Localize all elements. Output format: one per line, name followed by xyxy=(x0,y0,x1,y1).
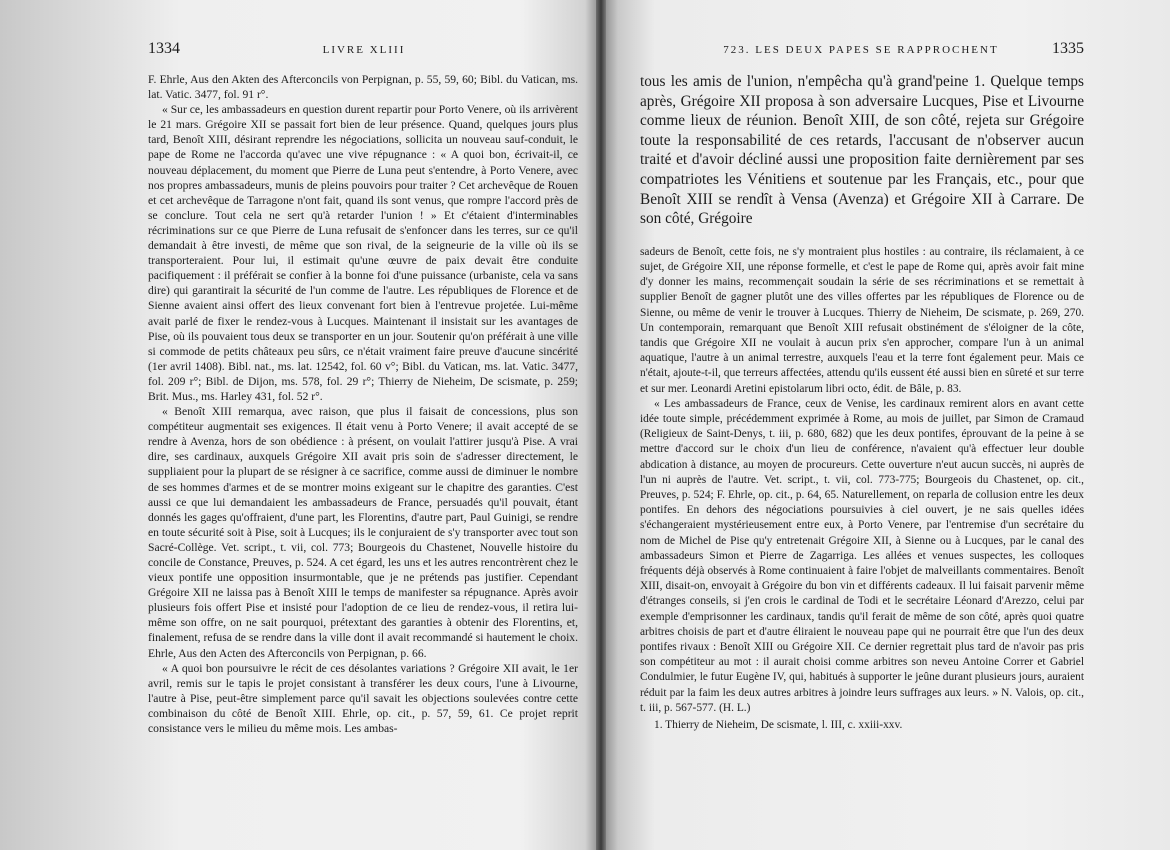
right-footnote: 1. Thierry de Nieheim, De scismate, l. III, c. xxiii-xxv. xyxy=(654,719,903,732)
left-paragraph: « Benoît XIII remarqua, avec raison, que plus il faisait de concessions, plus son compétiteur augmentait ses exigences. Il était venu à Porto Venere; il avait accepté de se rendre à Avenza, hors de son obédience : à présent, on voulait l'attirer jusqu'à Pise. A vrai dire, ses cardinaux, auxquels Grégoire XII avait pris soin de s'adresser directement, le suppliaient pour la plupart de se résigner à ce sacrifice, comme aussi de diminuer le nombre de ses hommes d'armes et de se montrer moins exigeant sur le chapitre des garanties. C'est aussi ce que lui demandaient les ambassadeurs de France, persuadés qu'il pouvait, étant donnés les gages qu'offraient, d'une part, les Florentins, d'autre part, Paul Guinigi, se rendre en toute sécurité soit à Pise, soit à Lucques; ils le conjuraient de s'y transporter avec tout son Sacré-Collège. Vet. script., t. vii, col. 773; Bourgeois du Chastenet, Nouvelle histoire du concile de Constance, Preuves, p. 524. A cet égard, les uns et les autres rencontrèrent chez le vieux pontife une opposition insurmontable, que je ne prétends pas justifier. Cependant Grégoire XII ne laissa pas à Benoît XIII le temps de manifester sa répugnance. Après avoir plusieurs fois offert Pise et insisté pour l'adoption de ce lieu de rendez-vous, il retira lui-même son offre, on ne sait pourquoi, prétextant des garanties à obtenir des Florentins, et, finalement, refusa de se rendre dans la ville dont il avait recommandé si hautement le choix. Ehrle, Aus den Acten des Afterconcils von Perpignan, p. 66. xyxy=(148,405,578,660)
right-page-number: 1335 xyxy=(1051,40,1084,57)
right-running-title: 723. LES DEUX PAPES SE RAPPROCHENT xyxy=(723,44,999,56)
right-running-head xyxy=(640,40,1084,58)
left-page-number: 1334 xyxy=(148,40,180,57)
left-running-title: LIVRE XLIII xyxy=(322,44,406,56)
left-paragraph: F. Ehrle, Aus den Akten des Afterconcils von Perpignan, p. 55, 59, 60; Bibl. du Vatican, ms. lat. Vatic. 3477, fol. 91 r°. xyxy=(148,73,578,102)
right-paragraph: « Les ambassadeurs de France, ceux de Venise, les cardinaux remirent alors en avant cette idée toute simple, précédemment exprimée à Rome, au mois de juillet, par Simon de Cramaud (Religieux de Saint-Denys, t. iii, p. 680, 682) que les deux pontifes, éprouvant de la peine à se mettre d'accord sur le choix d'un lieu de conférence, n'avaient qu'à effectuer leur double abdication à distance, au moyen de procureurs. Cette ouverture n'eut aucun succès, ni auprès de l'un ni auprès de l'autre. Vet. script., t. vii, col. 773-775; Bourgeois du Chastenet, op. cit., Preuves, p. 524; F. Ehrle, op. cit., p. 64, 65. Naturellement, on reparla de collusion entre les deux pontifes. En dehors des négociations poursuivies à ciel ouvert, je ne sais quelles idées s'échangeraient mystérieusement entre eux, à Porto Venere, par l'entremise d'un secrétaire du nom de Michel de Pise qu'y entretenait Grégoire XII, à Sienne ou à Lucques, par le canal des ambassadeurs Simon et Pierre de Zagarriga. Les allées et venues suspectes, les colloques fréquents déjà observés à Rome continuaient à faire l'objet de malveillants commentaires. Benoît XIII, disait-on, envoyait à Grégoire du bon vin et différents cadeaux. Il lui faisait parvenir même d'étranges conseils, si j'en crois le cardinal de Todi et le secrétaire Léonard d'Arezzo, celui par exemple d'emprisonner les cardinaux, tandis qu'il ferait de même de son côté, après quoi quatre arbitres choisis de part et d'autre éliraient le nouveau pape qui ne pourrait être que l'un des deux pontifes rivaux : Benoît XIII ou Grégoire XII. Ce dernier regrettait plus tard de n'avoir pas pris son compétiteur au mot : il aurait choisi comme arbitres son neveu Antoine Correr et Gabriel Condulmier, le futur Eugène IV, qui, habitués à supporter le jeûne durant plusieurs jours, auraient réduit par la faim les deux autres arbitres à joindre leurs suffrages aux leurs. » N. Valois, op. cit., t. iii, p. 567-577. (H. L.) xyxy=(640,397,1084,714)
book-gutter xyxy=(596,0,606,850)
left-paragraph: « Sur ce, les ambassadeurs en question durent repartir pour Porto Venere, où ils arrivèrent le 21 mars. Grégoire XII se passait fort bien de leur présence. Quand, quelques jours plus tard, Benoît XIII, désirant reprendre les négociations, sollicita un nouveau sauf-conduit, le pape de Rome ne l'accorda qu'avec une vive répugnance : « A quoi bon, écrivait-il, ce nouveau déplacement, du moment que Pierre de Luna peut s'entendre, à Porto Venere, avec nos propres ambassadeurs, munis de pleins pouvoirs pour traiter ? Cet archevêque de Rouen et cet archevêque de Tarragone n'ont fait, quand ils sont venus, que rompre l'accord près de se conclure. Tout cela ne sert qu'à retarder l'union ! » Et c'étaient d'interminables récriminations sur ce que Pierre de Luna refusait de s'enfoncer dans les terres, sur ce qu'il demandait à être investi, de même que son rival, de la seigneurie de la ville où ils se transporteraient. Pour lui, il estimait qu'une œuvre de paix devait être conduite pacifiquement : il préférait se confier à la bonne foi d'une puissance (urbaniste, cela va sans dire) qui garantirait la sécurité de l'un comme de l'autre. Les républiques de Florence et de Sienne avaient ainsi offert des lieux convenant fort bien à l'entrevue projetée. Lui-même avait parlé de fixer le rendez-vous à Lucques. Maintenant il insistait sur les avantages de Pise, où ils pouvaient tous deux se transporter en un jour. Soutenir qu'on préférait à une ville si commode de petits châteaux peu sûrs, ce n'était vraiment faire preuve d'aucune sincérité (1er avril 1408). Bibl. nat., ms. lat. 12542, fol. 60 v°; Bibl. du Vatican, ms. lat. Vatic. 3477, fol. 209 r°; Bibl. de Dijon, ms. 578, fol. 29 r°; Thierry de Nieheim, De scismate, p. 259; Brit. Mus., ms. Harley 431, fol. 52 r°. xyxy=(148,103,578,403)
right-page xyxy=(600,0,1170,850)
right-paragraph: sadeurs de Benoît, cette fois, ne s'y montraient plus hostiles : au contraire, ils réclamaient, à ce sujet, de Grégoire XII, une réponse formelle, et c'est le pape de Rome qui, après avoir fait mine d'y donner les mains, recommençait soudain la série de ses récriminations et se remettait à supplier Benoît de gagner plutôt une des villes offertes par les républiques de Florence ou de Sienne, ou même de venir le trouver à Lucques. Thierry de Nieheim, De scismate, p. 269, 270. Un contemporain, remarquant que Benoît XIII refusait obstinément de s'éloigner de la côte, tandis que Grégoire XII ne voulait à aucun prix s'en approcher, compare l'un à un animal aquatique, l'autre à un animal terrestre, auxquels l'eau et la terre font également peur. Mais ce n'était, ajoute-t-il, que terreurs affectées, attendu qu'ils eussent été aussi bien en sûreté et sur terre et sur mer. Leonardi Aretini epistolarum libri octo, édit. de Bâle, p. 83. xyxy=(640,245,1084,395)
left-running-head xyxy=(148,40,578,58)
right-main-text: tous les amis de l'union, n'empêcha qu'à grand'peine 1. Quelque temps après, Grégoire XII proposa à son adversaire Lucques, Pise et Livourne comme lieux de réunion. Benoît XIII, de son côté, rejeta sur Grégoire toute la responsabilité de ces retards, l'accusant de n'observer aucun traité et d'avoir décliné aussi une proposition faite dernièrement par ses compatriotes les Vénitiens et soutenue par les Français, etc., pour que Benoît XIII se rendît à Vensa (Avenza) et Grégoire XII à Carrare. De son côté, Grégoire xyxy=(640,73,1084,228)
left-paragraph: « A quoi bon poursuivre le récit de ces désolantes variations ? Grégoire XII avait, le 1er avril, remis sur le tapis le projet consistant à transférer les deux cours, l'une à Livourne, l'autre à Pise, peut-être simplement parce qu'il savait les objections soulevées contre cette combinaison du côté de Benoît XIII. Ehrle, op. cit., p. 57, 59, 61. Ce projet reprit consistance vers le milieu du même mois. Les ambas- xyxy=(148,661,578,736)
